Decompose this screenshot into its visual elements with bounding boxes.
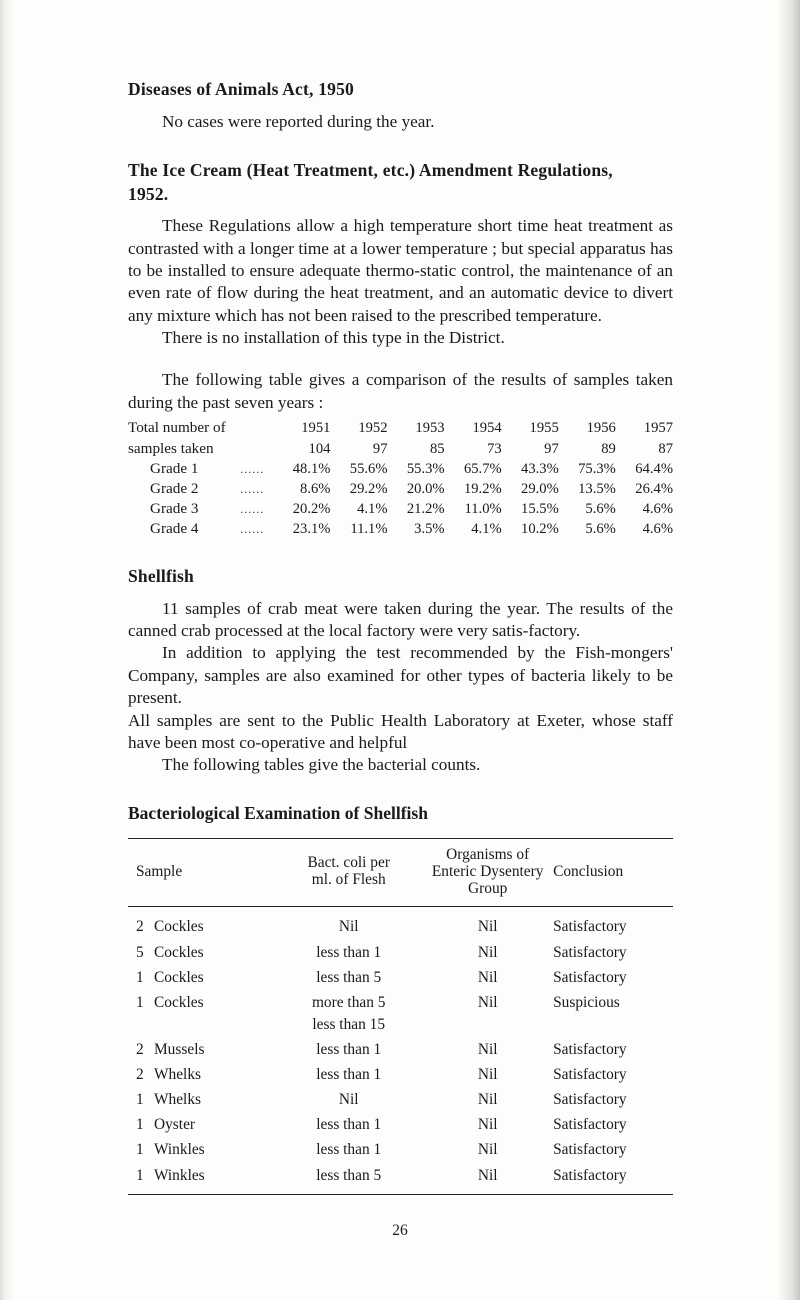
year-1953: 1953	[415, 420, 445, 437]
cell-sample-count: 1	[136, 1091, 144, 1109]
column-header-org-line3: Group	[468, 880, 508, 898]
table-row	[128, 990, 673, 1015]
cell-bact-coli: Nil	[338, 1091, 359, 1109]
grade-1-dots: ......	[240, 462, 265, 477]
year-1955: 1955	[529, 420, 559, 437]
cell-conclusion: Satisfactory	[553, 968, 627, 986]
paragraph-table-intro: The following table gives a comparison of the results of samples taken during the past seven years :	[128, 370, 673, 412]
cell-sample-name: Oyster	[154, 1116, 196, 1134]
cell-sample	[128, 1138, 275, 1163]
grade-3-1956: 5.6%	[585, 501, 616, 518]
cell-sample-name: Whelks	[154, 1065, 202, 1083]
grade-4-dots: ......	[240, 522, 265, 537]
paragraph-no-cases: No cases were reported during the year.	[162, 111, 435, 131]
cell-bact-coli: less than 1	[316, 1141, 382, 1159]
cell-conclusion: Satisfactory	[553, 918, 627, 936]
year-1951: 1951	[301, 420, 331, 437]
year-1954: 1954	[472, 420, 502, 437]
cell-organisms: Nil	[477, 1065, 498, 1083]
cell-organisms: Nil	[477, 1091, 498, 1109]
spacer	[128, 206, 673, 215]
cell-sample-count: 1	[136, 1141, 144, 1159]
grade-4-1953: 3.5%	[414, 521, 445, 538]
table-header-row	[128, 838, 673, 907]
paragraph-fishmongers-test: In addition to applying the test recommended by the Fish-mongers' Company, samples are also examined for other types of bacteria likely to be present.	[128, 643, 673, 708]
column-header-org-line1: Organisms of	[446, 845, 530, 863]
spacer-cell	[240, 418, 273, 439]
column-header-org-line2: Enteric Dysentery	[431, 862, 544, 880]
table-row	[128, 1113, 673, 1138]
heading-ice-cream-regulations-line1: The Ice Cream (Heat Treatment, etc.) Amendment Regulations,	[128, 159, 613, 180]
paragraph-crab-meat: 11 samples of crab meat were taken during the year. The results of the canned crab processed at the local factory were very satis-factory.	[128, 598, 673, 641]
total-1956: 89	[601, 441, 616, 458]
total-1951: 104	[308, 441, 331, 458]
cell-conclusion: Satisfactory	[553, 1091, 627, 1109]
grade-4-1954: 4.1%	[471, 521, 502, 538]
cell-sample-count: 2	[136, 1040, 144, 1058]
grade-3-label: Grade 3	[150, 500, 199, 518]
cell-sample	[128, 1087, 275, 1112]
column-header-conclusion: Conclusion	[553, 838, 673, 907]
table-row	[128, 1138, 673, 1163]
grade-2-1953: 20.0%	[406, 481, 445, 498]
cell-sample	[128, 1062, 275, 1087]
total-1953: 85	[429, 441, 445, 458]
total-1954: 73	[487, 441, 502, 458]
table-row-continuation	[128, 1016, 673, 1038]
cell-sample-name: Cockles	[154, 993, 204, 1011]
grade-1-1954: 65.7%	[463, 461, 502, 478]
cell-sample	[128, 1163, 275, 1194]
heading-ice-cream-regulations-line2: 1952.	[128, 183, 169, 204]
grade-3-1954: 11.0%	[464, 501, 502, 518]
cell-sample-name: Cockles	[154, 918, 204, 936]
cell-sample-count: 2	[136, 1065, 144, 1083]
grade-2-1952: 29.2%	[349, 481, 388, 498]
cell-organisms: Nil	[422, 1163, 553, 1194]
column-header-bact-line2: ml. of Flesh	[311, 871, 386, 889]
spacer-cell	[240, 439, 273, 459]
table-header	[128, 838, 673, 907]
paragraph-exeter-laboratory: All samples are sent to the Public Health Laboratory at Exeter, whose staff have been most co-operative and helpful	[128, 710, 673, 752]
grade-1-1957: 64.4%	[635, 461, 673, 478]
grade-3-1957: 4.6%	[642, 501, 673, 518]
row-label-total-line1: Total number of	[128, 419, 226, 437]
column-header-organisms	[422, 838, 553, 907]
cell-sample-name: Cockles	[154, 968, 204, 986]
grade-3-1953: 21.2%	[406, 501, 445, 518]
ice-cream-results-table	[128, 418, 673, 539]
spacer	[128, 777, 673, 803]
cell-bact-coli: more than 5	[311, 993, 386, 1011]
cell-sample-name: Winkles	[154, 1141, 205, 1159]
cell-sample-name: Winkles	[154, 1166, 205, 1184]
cell-sample-count: 5	[136, 943, 144, 961]
table-row-grade-2	[128, 479, 673, 499]
table-row-grade-4	[128, 519, 673, 539]
cell-bact-coli: less than 5	[275, 1163, 422, 1194]
cell-conclusion: Satisfactory	[553, 943, 627, 961]
cell-sample	[128, 1037, 275, 1062]
cell-conclusion: Satisfactory	[553, 1163, 673, 1194]
page-number: 26	[392, 1222, 408, 1239]
table-row-grade-1	[128, 459, 673, 479]
grade-3-dots: ......	[240, 502, 265, 517]
grade-4-label: Grade 4	[150, 520, 199, 538]
grade-1-1951: 48.1%	[292, 461, 331, 478]
spacer	[128, 133, 673, 159]
total-1952: 97	[372, 441, 388, 458]
column-header-sample: Sample	[128, 838, 275, 907]
row-label-total-line2: samples taken	[128, 440, 214, 458]
grade-1-1953: 55.3%	[406, 461, 445, 478]
column-header-bact-line1: Bact. coli per	[307, 854, 390, 872]
grade-4-1951: 23.1%	[292, 521, 331, 538]
cell-sample-count: 1	[136, 1166, 144, 1184]
table-body	[128, 907, 673, 1194]
grade-2-1957: 26.4%	[635, 481, 673, 498]
grade-2-1955: 29.0%	[521, 481, 559, 498]
grade-1-1952: 55.6%	[349, 461, 388, 478]
cell-sample	[128, 990, 275, 1015]
cell-sample-name: Cockles	[154, 943, 204, 961]
page-edge-shadow-left	[0, 0, 14, 1300]
cell-conclusion: Satisfactory	[553, 1040, 627, 1058]
cell-conclusion: Satisfactory	[553, 1116, 627, 1134]
cell-organisms: Nil	[477, 943, 498, 961]
table-row	[128, 1163, 673, 1194]
paragraph-regulations-detail: These Regulations allow a high temperature short time heat treatment as contrasted with a longer time at a lower temperature ; but special apparatus has to be installed to ensure adequate thermo-static control, the maintenance of an even rate of flow during the heat treatment, and an automatic device to divert any mixture which has not been raised to the prescribed temperature.	[128, 216, 673, 325]
table-row	[128, 1037, 673, 1062]
cell-bact-coli: less than 1	[316, 1116, 382, 1134]
year-1952: 1952	[358, 420, 388, 437]
cell-sample-count: 1	[136, 993, 144, 1011]
cell-sample-name: Whelks	[154, 1091, 202, 1109]
page-edge-shadow-right	[778, 0, 800, 1300]
spacer	[128, 539, 673, 565]
table-row-grade-3	[128, 499, 673, 519]
grade-2-dots: ......	[240, 482, 265, 497]
table-row	[128, 1087, 673, 1112]
paragraph-following-tables: The following tables give the bacterial counts.	[162, 755, 481, 775]
cell-organisms: Nil	[477, 1040, 498, 1058]
grade-2-1954: 19.2%	[463, 481, 502, 498]
cell-conclusion: Suspicious	[553, 993, 620, 1011]
cell-sample-empty	[128, 1016, 275, 1038]
cell-sample-count: 1	[136, 1116, 144, 1134]
cell-conclusion: Satisfactory	[553, 1141, 627, 1159]
table-row-total-line1	[128, 418, 673, 439]
bacteriological-examination-table	[128, 838, 673, 1195]
heading-shellfish: Shellfish	[128, 566, 194, 587]
grade-1-1955: 43.3%	[521, 461, 559, 478]
paragraph-no-installation: There is no installation of this type in the District.	[162, 328, 505, 348]
total-1955: 97	[544, 441, 559, 458]
grade-2-label: Grade 2	[150, 480, 199, 498]
cell-conclusion-empty	[553, 1016, 673, 1038]
total-1957: 87	[658, 441, 673, 458]
cell-organisms: Nil	[477, 918, 498, 936]
grade-3-1951: 20.2%	[292, 501, 331, 518]
cell-sample-count: 1	[136, 968, 144, 986]
cell-sample	[128, 940, 275, 965]
cell-sample	[128, 907, 275, 940]
table-row	[128, 965, 673, 990]
cell-organisms-empty	[422, 1016, 553, 1038]
grade-2-1956: 13.5%	[578, 481, 616, 498]
cell-organisms: Nil	[477, 1141, 498, 1159]
year-1957: 1957	[643, 420, 673, 437]
heading-diseases-of-animals-act: Diseases of Animals Act, 1950	[128, 79, 355, 99]
cell-bact-coli: less than 1	[316, 1040, 382, 1058]
cell-sample-count: 2	[136, 918, 144, 936]
spacer	[128, 102, 673, 111]
grade-4-1955: 10.2%	[521, 521, 559, 538]
table-row	[128, 907, 673, 940]
cell-organisms: Nil	[477, 968, 498, 986]
grade-4-1952: 11.1%	[350, 521, 388, 538]
cell-organisms: Nil	[477, 1116, 498, 1134]
table-row-total-line2	[128, 439, 673, 459]
cell-bact-coli: less than 1	[316, 1065, 382, 1083]
cell-bact-coli-continued: less than 15	[312, 1015, 386, 1033]
grade-3-1955: 15.5%	[521, 501, 559, 518]
grade-2-1951: 8.6%	[300, 481, 331, 498]
column-header-bact-coli	[275, 838, 422, 907]
year-1956: 1956	[586, 420, 616, 437]
cell-sample	[128, 1113, 275, 1138]
grade-3-1952: 4.1%	[357, 501, 388, 518]
cell-bact-coli: less than 5	[316, 968, 382, 986]
grade-4-1956: 5.6%	[585, 521, 616, 538]
cell-sample-name: Mussels	[154, 1040, 205, 1058]
grade-1-label: Grade 1	[150, 460, 199, 478]
cell-bact-coli: Nil	[338, 918, 359, 936]
cell-conclusion: Satisfactory	[553, 1065, 627, 1083]
grade-4-1957: 4.6%	[642, 521, 673, 538]
grade-1-1956: 75.3%	[578, 461, 616, 478]
table-row	[128, 1062, 673, 1087]
spacer	[128, 589, 673, 598]
cell-bact-coli: less than 1	[316, 943, 382, 961]
cell-sample	[128, 965, 275, 990]
page-content	[128, 78, 673, 1195]
table-row	[128, 940, 673, 965]
spacer	[128, 349, 673, 369]
cell-organisms: Nil	[477, 993, 498, 1011]
heading-bacteriological-examination: Bacteriological Examination of Shellfish	[128, 802, 428, 823]
